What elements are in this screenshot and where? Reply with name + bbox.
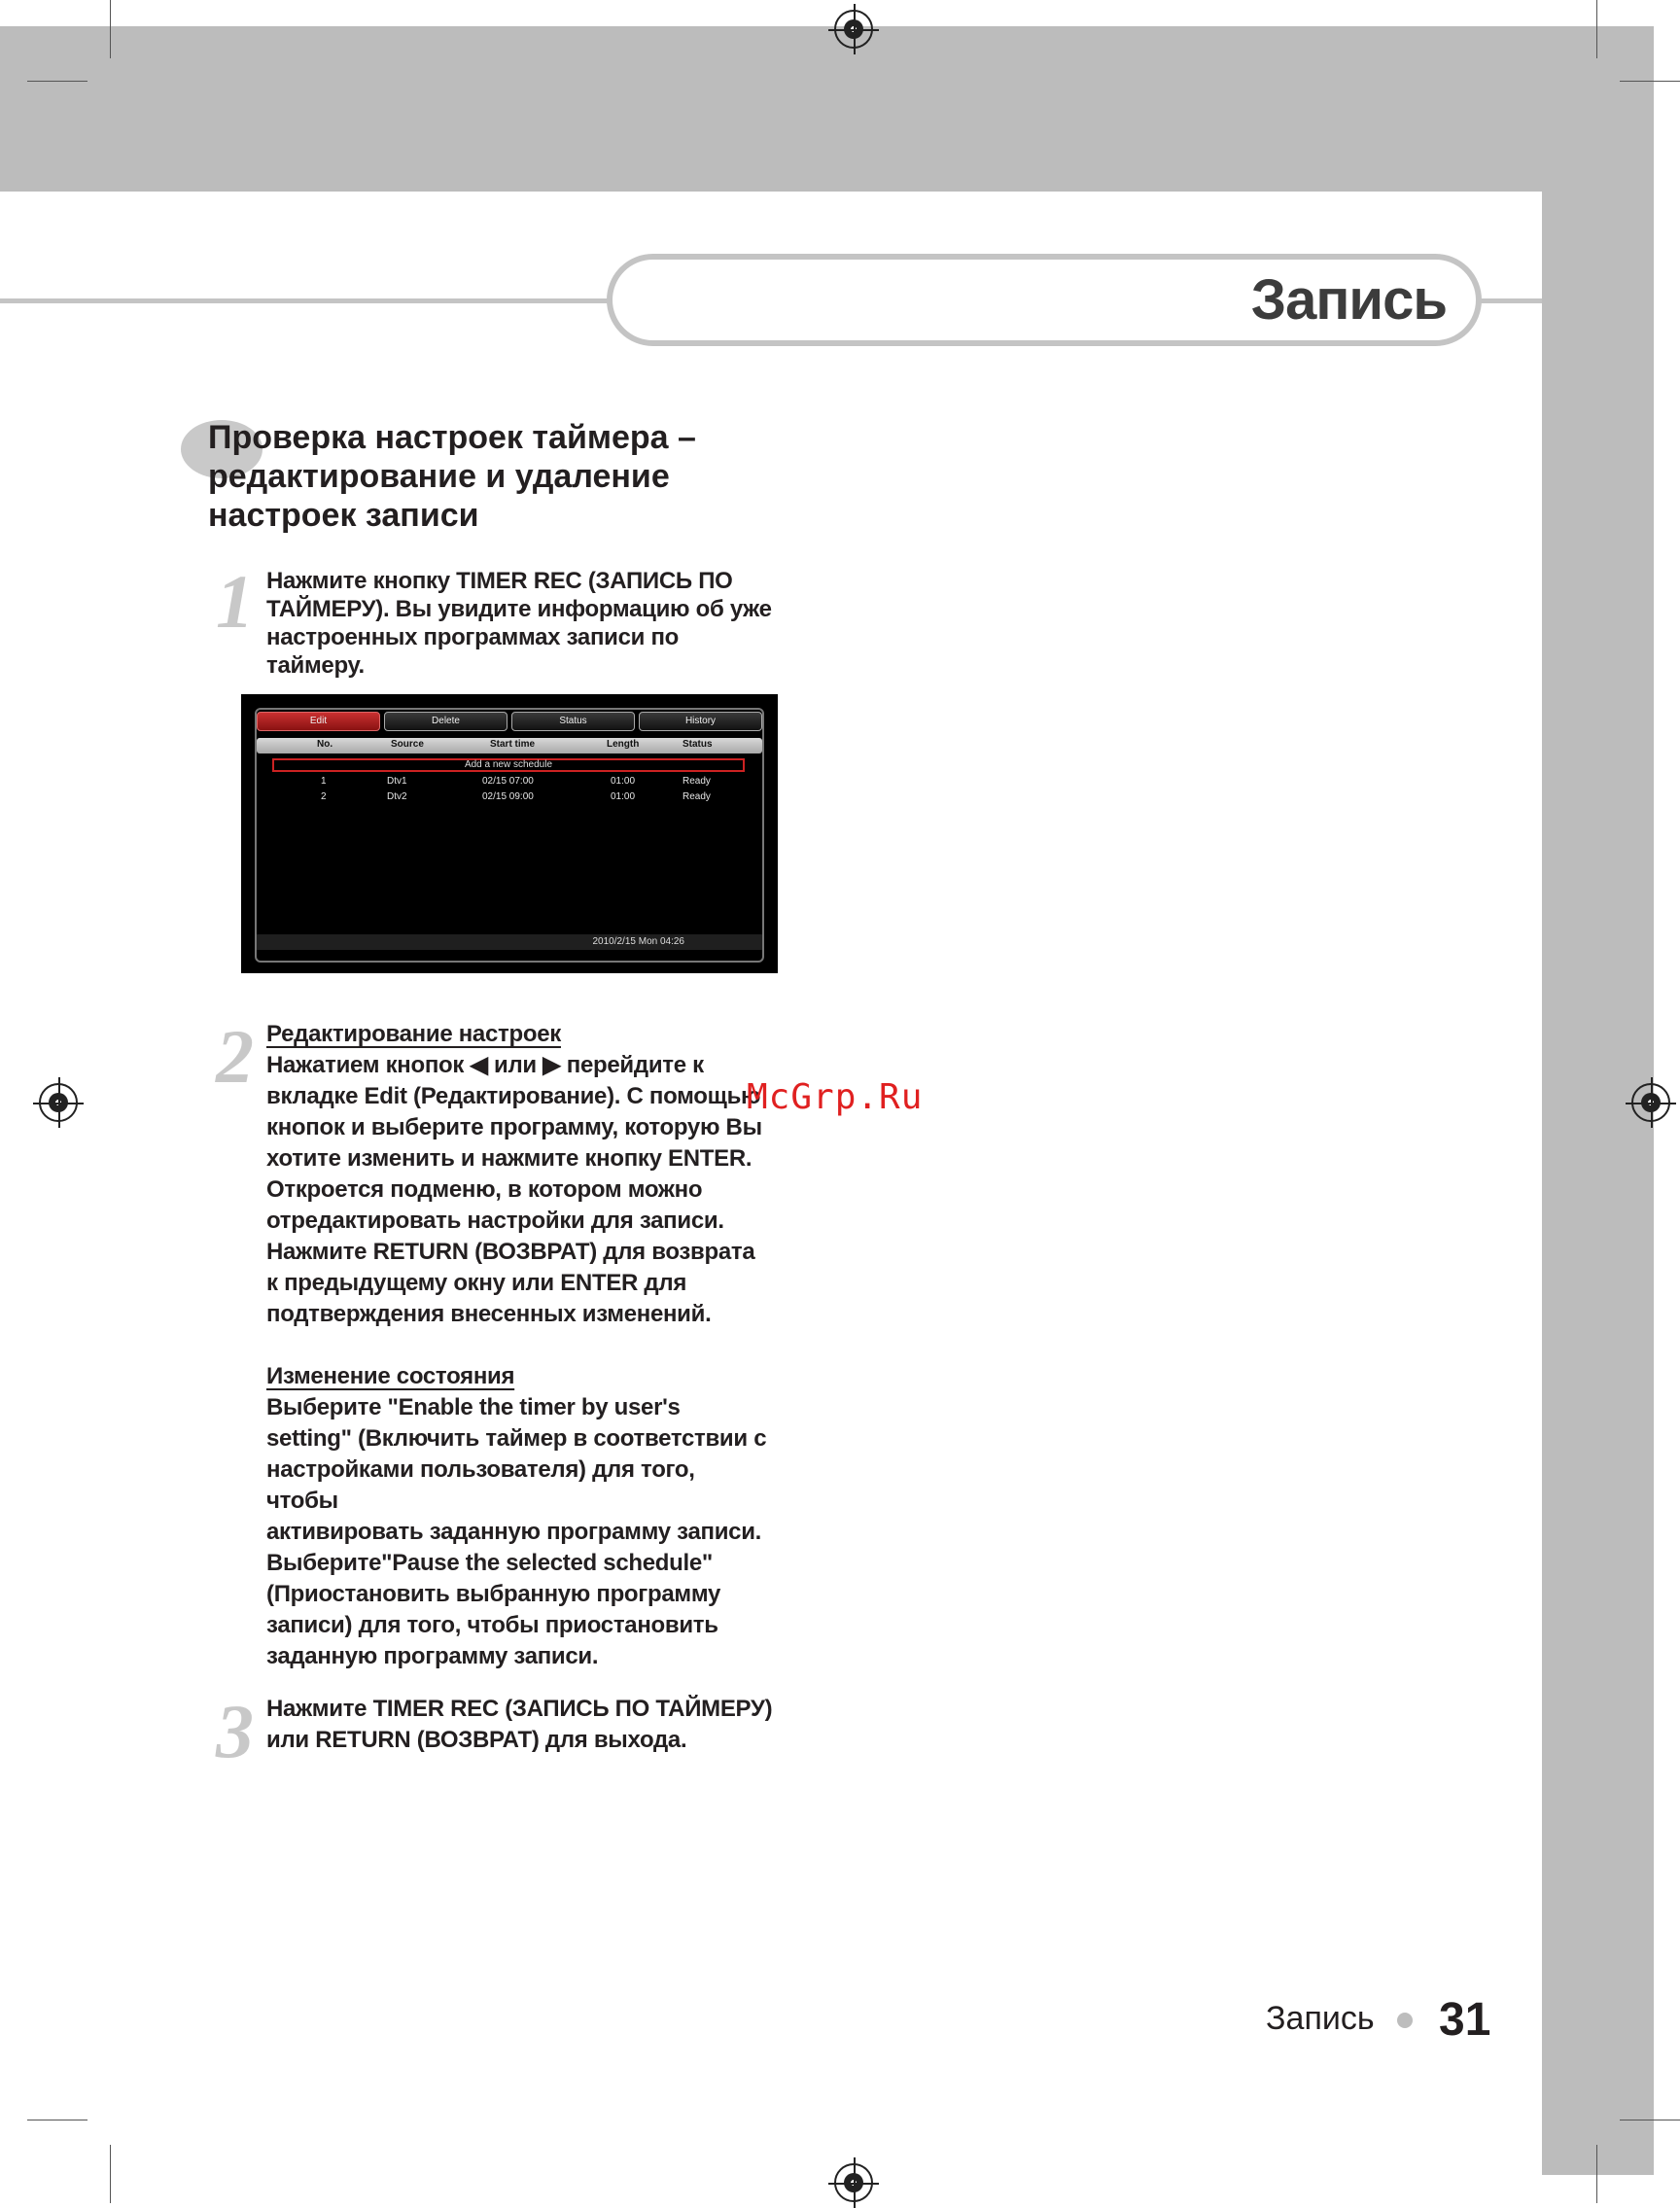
text-line: вкладке Edit (Редактирование). С помощью — [266, 1083, 761, 1109]
tab-history[interactable]: History — [639, 712, 762, 731]
text-line: к предыдущему окну или ENTER для — [266, 1270, 687, 1296]
title-rule-left — [0, 298, 612, 303]
registration-mark-icon — [1631, 1083, 1670, 1122]
crop-mark — [1620, 81, 1680, 82]
cell-no: 2 — [321, 791, 327, 802]
footer-section-label: Запись — [1266, 2000, 1375, 2037]
section-title-box — [607, 254, 1482, 346]
crop-mark — [1596, 2145, 1597, 2203]
cell-start: 02/15 09:00 — [482, 791, 534, 802]
cell-no: 1 — [321, 776, 327, 787]
cell-length: 01:00 — [611, 791, 636, 802]
cell-start: 02/15 07:00 — [482, 776, 534, 787]
text-line: Откроется подменю, в котором можно — [266, 1176, 703, 1203]
table-row[interactable] — [257, 791, 762, 807]
screen-datetime: 2010/2/15 Mon 04:26 — [592, 936, 684, 947]
cell-status: Ready — [682, 776, 711, 787]
step2-text — [266, 1019, 772, 1672]
cell-length: 01:00 — [611, 776, 636, 787]
title-rule-right — [1478, 298, 1542, 303]
text-line: Выберите "Enable the timer by user's — [266, 1394, 681, 1420]
column-header: Status — [682, 739, 713, 750]
registration-mark-icon — [834, 2163, 873, 2202]
text-line: хотите изменить и нажмите кнопку ENTER. — [266, 1145, 752, 1172]
header-band — [0, 26, 1654, 192]
text-line: или RETURN (ВОЗВРАТ) для выхода. — [266, 1727, 687, 1753]
step1-text — [266, 567, 772, 680]
step-number: 3 — [216, 1689, 254, 1773]
registration-mark-icon — [39, 1083, 78, 1122]
heading-line: настроек записи — [208, 497, 479, 534]
text-line: записи) для того, чтобы приостановить — [266, 1612, 718, 1638]
subheading: Изменение состояния — [266, 1363, 515, 1389]
text-line: настроенных программах записи по таймеру. — [266, 624, 680, 679]
crop-mark — [27, 81, 88, 82]
table-row[interactable] — [257, 776, 762, 791]
text-line: заданную программу записи. — [266, 1643, 599, 1669]
text-line: (Приостановить выбранную программу — [266, 1581, 721, 1607]
step-number: 1 — [216, 559, 254, 644]
text-line: активировать заданную программу записи. — [266, 1519, 762, 1545]
footer-dot-icon — [1397, 2013, 1413, 2028]
registration-mark-icon — [834, 10, 873, 49]
subheading: Редактирование настроек — [266, 1021, 561, 1047]
crop-mark — [110, 2145, 111, 2203]
screen-tabs — [257, 712, 762, 731]
tab-edit[interactable]: Edit — [257, 712, 380, 731]
cell-source: Dtv2 — [387, 791, 407, 802]
timer-list-screenshot — [241, 694, 778, 973]
text-line: кнопок и выберите программу, которую Вы — [266, 1114, 762, 1140]
side-band — [1542, 192, 1654, 2175]
screen-status-bar — [257, 934, 762, 950]
spacer — [266, 1330, 772, 1361]
column-header: Start time — [490, 739, 536, 750]
column-header: Source — [391, 739, 424, 750]
tab-status[interactable]: Status — [511, 712, 635, 731]
text-line: Выберите"Pause the selected schedule" — [266, 1550, 713, 1576]
tab-delete[interactable]: Delete — [384, 712, 508, 731]
watermark: McGrp.Ru — [747, 1077, 924, 1117]
text-line: подтверждения внесенных изменений. — [266, 1301, 712, 1327]
page-number: 31 — [1439, 1994, 1491, 2046]
crop-mark — [1596, 0, 1597, 58]
column-header: Length — [607, 739, 640, 750]
cell-status: Ready — [682, 791, 711, 802]
text-line: Нажатием кнопок ◀ или ▶ перейдите к — [266, 1052, 704, 1078]
text-line: отредактировать настройки для записи. — [266, 1208, 724, 1234]
add-schedule-row[interactable]: Add a new schedule — [272, 758, 745, 772]
crop-mark — [110, 0, 111, 58]
text-line: Нажмите RETURN (ВОЗВРАТ) для возврата — [266, 1239, 755, 1265]
text-line: ТАЙМЕРУ). Вы увидите информацию об уже — [266, 596, 772, 622]
section-title: Запись — [1250, 268, 1447, 332]
text-line: Нажмите TIMER REC (ЗАПИСЬ ПО ТАЙМЕРУ) — [266, 1696, 773, 1722]
text-line: Нажмите кнопку TIMER REC (ЗАПИСЬ ПО — [266, 568, 733, 594]
text-line: setting" (Включить таймер в соответствии с — [266, 1425, 767, 1452]
text-line: настройками пользователя) для того, чтобы — [266, 1456, 695, 1514]
table-header — [257, 738, 762, 754]
step3-text — [266, 1694, 791, 1756]
heading-line: Проверка настроек таймера – — [208, 419, 696, 456]
page-corner — [0, 192, 1542, 250]
heading-line: редактирование и удаление — [208, 458, 670, 495]
column-header: No. — [317, 739, 333, 750]
cell-source: Dtv1 — [387, 776, 407, 787]
page-heading — [208, 418, 752, 535]
step-number: 2 — [216, 1014, 254, 1099]
